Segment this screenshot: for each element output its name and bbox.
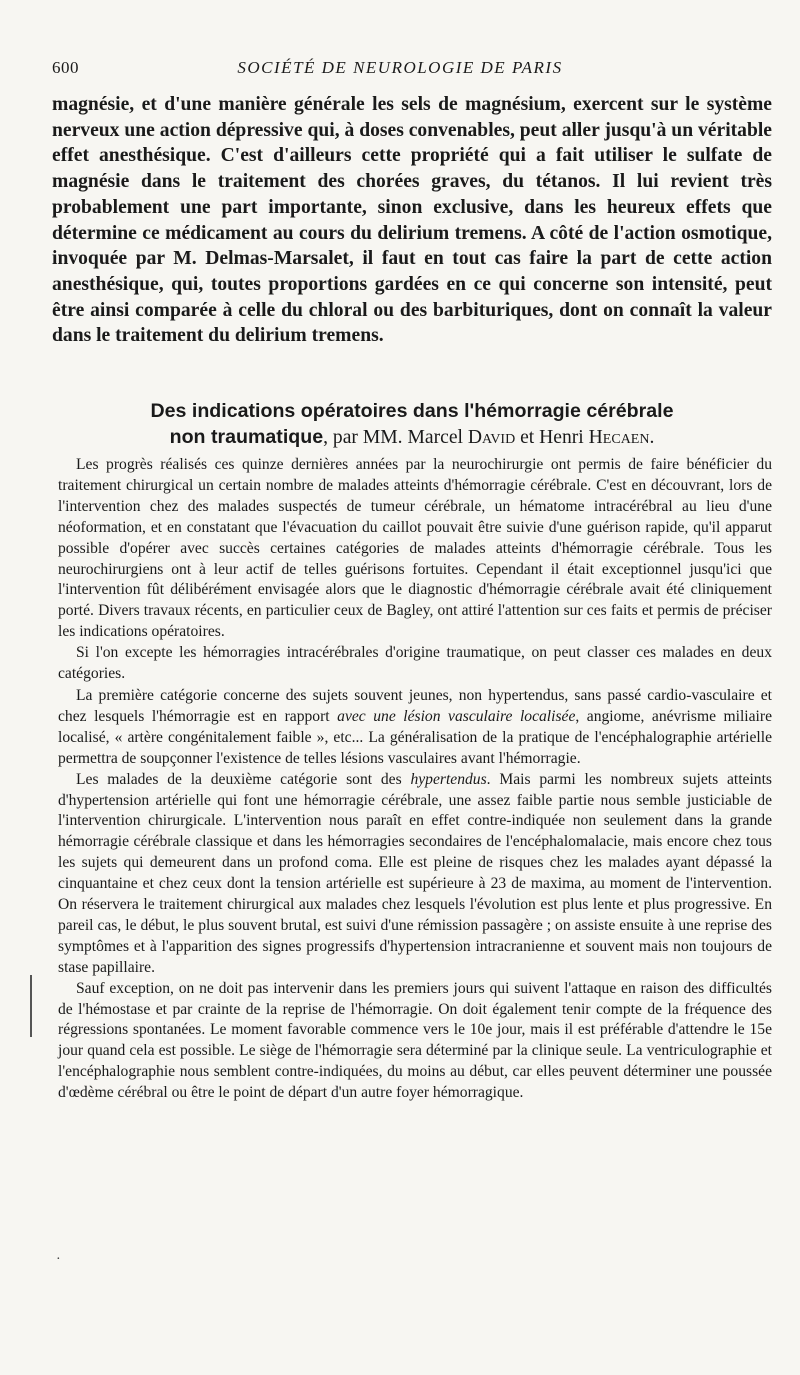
article-body <box>58 455 772 1104</box>
paragraph-4-after: . Mais parmi les nombreux sujets atteints d'hypertension artérielle qui font une hémorragie cérébrale, une assez faible partie nous semble justiciable de l'intervention chirurgicale. L'intervention nous paraît en effet contre-indiquée non seulement dans la grande hémorragie cérébrale classique et dans les hémorragies secondaires de l'encéphalomalacie, mais encore chez tous les sujets qui demeurent dans un profond coma. Elle est pleine de risques chez les malades ayant dépassé la cinquantaine et chez ceux dont la tension artérielle est supérieure à 23 de maxima, au moment de l'intervention. On réservera le traitement chirurgical aux malades chez lesquels l'évolution est plus lente et plus progressive. En pareil cas, le début, le plus souvent brutal, est suivi d'une rémission passagère ; on assiste ensuite à une reprise des symptômes et à l'apparition des signes progressifs d'hypertension intracranienne et souvent mais non toujours de stase papillaire. <box>58 770 772 976</box>
previous-article-paragraph: magnésie, et d'une manière générale les sels de magnésium, exercent sur le système nerveux une action dépressive qui, à doses convenables, peut aller jusqu'à un véritable effet anesthésique. C'est d'ailleurs cette propriété qui a fait utiliser le sulfate de magnésie dans le traitement des chorées graves, du tétanos. Il lui revient très probablement une part importante, sinon exclusive, dans les heureux effets que détermine ce médicament au cours du delirium tremens. A côté de l'action osmotique, invoquée par M. Delmas-Marsalet, il faut en tout cas faire la part de cette action anesthésique, qui, toutes proportions gardées en ce qui concerne son intensité, peut être ainsi comparée à celle du chloral ou des barbituriques, dont on connaît la valeur dans le traitement du delirium tremens. <box>52 94 772 347</box>
paragraph-4 <box>58 770 772 979</box>
authors-middle: et Henri <box>515 426 589 448</box>
running-head <box>52 58 748 82</box>
article-title-line-1: Des indications opératoires dans l'hémorragie cérébrale <box>150 400 674 422</box>
authors-end: . <box>649 426 655 448</box>
paragraph-3-after: , angiome, anévrisme miliaire localisé, « artère congénitalement faible », etc... La généralisation de la pratique de l'encéphalographie artérielle permettra de soupçonner l'existence de telles lésions vasculaires avant l'hémorragie. <box>58 707 773 767</box>
authors-prefix: , par MM. Marcel <box>323 426 468 448</box>
paragraph-3-before: La première catégorie concerne des sujets souvent jeunes, non hypertendus, sans passé cardio-vasculaire et chez lesquels l'hémorragie est en rapport <box>58 686 772 725</box>
paragraph-2: Si l'on excepte les hémorragies intracérébrales d'origine traumatique, on peut classer ces malades en deux catégories. <box>58 644 772 683</box>
page-number: 600 <box>52 58 79 77</box>
author-1-surname: David <box>467 426 516 448</box>
paragraph-4-italic: hypertendus <box>410 770 487 788</box>
paragraph-5: Sauf exception, on ne doit pas intervenir dans les premiers jours qui suivent l'attaque en raison des difficultés de l'hémostase et par crainte de la reprise de l'hémorragie. On doit également tenir compte de la fréquence des régressions spontanées. Le moment favorable commence vers le 10e jour, mais il est préférable d'attendre le 15e jour quand cela est possible. Le siège de l'hémorragie sera déterminé par la clinique seule. La ventriculographie et l'encéphalographie nous semblent contre-indiquées, du moins au début, car elles peuvent déterminer une poussée d'œdème cérébral ou être le point de départ d'un autre foyer hémorragique. <box>58 979 772 1102</box>
journal-title: SOCIÉTÉ DE NEUROLOGIE DE PARIS <box>237 58 563 77</box>
paragraph-4-before: Les malades de la deuxième catégorie sont des <box>76 770 411 788</box>
paragraph-3 <box>58 686 772 770</box>
article-heading <box>52 399 772 450</box>
margin-pencil-mark <box>30 975 32 1037</box>
page-speck: · <box>56 1252 61 1267</box>
article-title-line-2: non traumatique <box>169 425 324 448</box>
paragraph-1: Les progrès réalisés ces quinze dernières années par la neurochirurgie ont permis de faire bénéficier du traitement chirurgical un certain nombre de malades atteints d'hémorragie cérébrale. C'est en découvrant, lors de l'intervention chez des malades suspectés de tumeur cérébrale, un hématome intracérébral au lieu d'une néoformation, et en constatant que l'évacuation du caillot pouvait être suivie d'une guérison rapide, qu'il apparut possible d'opérer avec succès certaines catégories de malades atteints d'hémorragie cérébrale. Tous les neurochirurgiens ont à leur actif de telles guérisons fortuites. Cependant il était exceptionnel jusqu'ici que l'intervention fût délibérément envisagée alors que le diagnostic d'hémorragie cérébrale avait été cliniquement porté. Divers travaux récents, en particulier ceux de Bagley, ont attiré l'attention sur ces faits et permis de préciser les indications opératoires. <box>58 456 772 641</box>
author-2-surname: Hecaen <box>588 426 650 448</box>
paragraph-3-italic: avec une lésion vasculaire localisée <box>337 707 576 725</box>
